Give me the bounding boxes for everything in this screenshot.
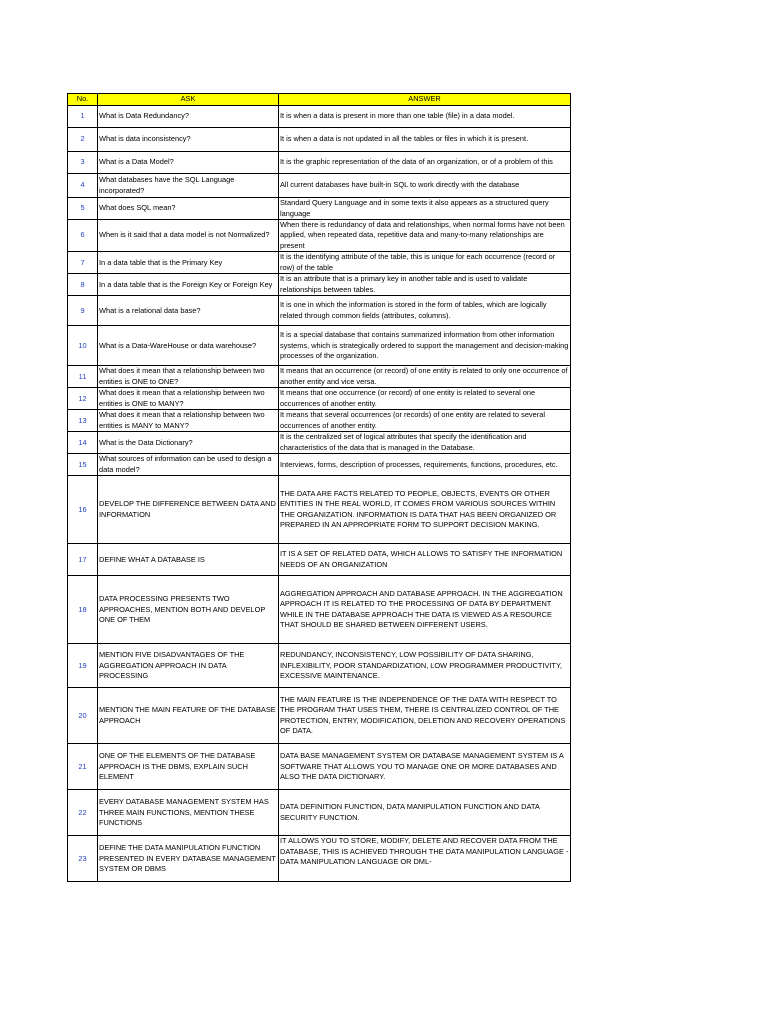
answer-cell: REDUNDANCY, INCONSISTENCY, LOW POSSIBILITY OF DATA SHARING, INFLEXIBILITY, POOR STANDARDIZATION, LOW PROGRAMMER PRODUCTIVITY, EXCESSIVE MAINTENANCE. [279,644,571,688]
answer-cell: It is the centralized set of logical attributes that specify the identification and characteristics of the data that is managed in the Database. [279,432,571,454]
table-row [68,454,571,476]
row-number: 7 [68,252,98,274]
table-row [68,790,571,836]
row-number: 4 [68,174,98,198]
question-cell: What does it mean that a relationship between two entities is MANY to MANY? [98,410,279,432]
table-row [68,388,571,410]
question-cell: DATA PROCESSING PRESENTS TWO APPROACHES, MENTION BOTH AND DEVELOP ONE OF THEM [98,576,279,644]
question-cell: What is Data Redundancy? [98,106,279,128]
row-number: 18 [68,576,98,644]
question-cell: What is a Data Model? [98,152,279,174]
row-number: 23 [68,836,98,882]
question-cell: What is a relational data base? [98,296,279,326]
row-number: 17 [68,544,98,576]
table-row [68,106,571,128]
table-row [68,576,571,644]
table-row [68,198,571,220]
row-number: 1 [68,106,98,128]
table-row [68,644,571,688]
row-number: 22 [68,790,98,836]
question-cell: EVERY DATABASE MANAGEMENT SYSTEM HAS THREE MAIN FUNCTIONS, MENTION THESE FUNCTIONS [98,790,279,836]
answer-cell: All current databases have built-in SQL to work directly with the database [279,174,571,198]
row-number: 19 [68,644,98,688]
question-cell: DEFINE WHAT A DATABASE IS [98,544,279,576]
row-number: 14 [68,432,98,454]
row-number: 13 [68,410,98,432]
table-row [68,274,571,296]
table-row [68,836,571,882]
table-row [68,174,571,198]
answer-cell: It is when a data is not updated in all the tables or files in which it is present. [279,128,571,152]
table-row [68,744,571,790]
question-cell: MENTION FIVE DISADVANTAGES OF THE AGGREGATION APPROACH IN DATA PROCESSING [98,644,279,688]
table-row [68,544,571,576]
table-body [68,106,571,882]
table-row [68,152,571,174]
question-cell: What sources of information can be used to design a data model? [98,454,279,476]
answer-cell: It means that an occurrence (or record) of one entity is related to only one occurrence of another entity and vice versa. [279,366,571,388]
question-cell: MENTION THE MAIN FEATURE OF THE DATABASE APPROACH [98,688,279,744]
answer-cell: IT ALLOWS YOU TO STORE, MODIFY, DELETE AND RECOVER DATA FROM THE DATABASE, THIS IS ACHIEVED THROUGH THE DATA MANIPULATION LANGUAGE -DATA MANIPULATION LANGUAGE OR DML- [279,836,571,882]
table-row [68,476,571,544]
row-number: 15 [68,454,98,476]
header-ask: ASK [98,94,279,106]
row-number: 8 [68,274,98,296]
row-number: 2 [68,128,98,152]
answer-cell: It means that several occurrences (or records) of one entity are related to several occurrences of another entity. [279,410,571,432]
answer-cell: It means that one occurrence (or record) of one entity is related to several one occurrences of another entity. [279,388,571,410]
header-answer: ANSWER [279,94,571,106]
row-number: 3 [68,152,98,174]
answer-cell: DATA DEFINITION FUNCTION, DATA MANIPULATION FUNCTION AND DATA SECURITY FUNCTION. [279,790,571,836]
question-cell: DEVELOP THE DIFFERENCE BETWEEN DATA AND INFORMATION [98,476,279,544]
table-row [68,252,571,274]
answer-cell: It is when a data is present in more than one table (file) in a data model. [279,106,571,128]
answer-cell: THE MAIN FEATURE IS THE INDEPENDENCE OF THE DATA WITH RESPECT TO THE PROGRAM THAT USES THEM, THERE IS CENTRALIZED CONTROL OF THE PROTECTION, ENTRY, MODIFICATION, DELETION AND RECOVERY OPERATIONS OF DATA. [279,688,571,744]
answer-cell: It is one in which the information is stored in the form of tables, which are logically related through common fields (attributes, columns). [279,296,571,326]
table-row [68,326,571,366]
answer-cell: IT IS A SET OF RELATED DATA, WHICH ALLOWS TO SATISFY THE INFORMATION NEEDS OF AN ORGANIZATION [279,544,571,576]
row-number: 10 [68,326,98,366]
row-number: 16 [68,476,98,544]
answer-cell: Interviews, forms, description of processes, requirements, functions, procedures, etc. [279,454,571,476]
table-row [68,410,571,432]
header-no: No. [68,94,98,106]
table-row [68,220,571,252]
question-cell: What is the Data Dictionary? [98,432,279,454]
question-cell: What is data inconsistency? [98,128,279,152]
question-cell: In a data table that is the Primary Key [98,252,279,274]
question-cell: What does SQL mean? [98,198,279,220]
answer-cell: DATA BASE MANAGEMENT SYSTEM OR DATABASE MANAGEMENT SYSTEM IS A SOFTWARE THAT ALLOWS YOU TO MANAGE ONE OR MORE DATABASES AND ALSO THE DATA DICTIONARY. [279,744,571,790]
answer-cell: It is a special database that contains summarized information from other information systems, which is strategically ordered to support the management and decision-making processes of the organization. [279,326,571,366]
question-cell: ONE OF THE ELEMENTS OF THE DATABASE APPROACH IS THE DBMS, EXPLAIN SUCH ELEMENT [98,744,279,790]
answer-cell: It is the identifying attribute of the table, this is unique for each occurrence (record or row) of the table [279,252,571,274]
answer-cell: THE DATA ARE FACTS RELATED TO PEOPLE, OBJECTS, EVENTS OR OTHER ENTITIES IN THE REAL WORLD, IT COMES FROM VARIOUS SOURCES WITHIN THE ORGANIZATION. INFORMATION IS DATA THAT HAS BEEN ORGANIZED OR PREPARED IN AN APPROPRIATE FORM TO SUPPORT DECISION MAKING. [279,476,571,544]
answer-cell: It is the graphic representation of the data of an organization, or of a problem of this [279,152,571,174]
row-number: 5 [68,198,98,220]
qa-table [67,93,571,882]
table-row [68,688,571,744]
row-number: 12 [68,388,98,410]
table-row [68,128,571,152]
row-number: 21 [68,744,98,790]
row-number: 6 [68,220,98,252]
answer-cell: Standard Query Language and in some texts it also appears as a structured query language [279,198,571,220]
question-cell: In a data table that is the Foreign Key or Foreign Key [98,274,279,296]
table-row [68,432,571,454]
table-row [68,366,571,388]
answer-cell: When there is redundancy of data and relationships, when normal forms have not been applied, when repeated data, repetitive data and many-to-many relationships are present [279,220,571,252]
question-cell: What does it mean that a relationship between two entities is ONE to ONE? [98,366,279,388]
question-cell: When is it said that a data model is not Normalized? [98,220,279,252]
row-number: 9 [68,296,98,326]
row-number: 20 [68,688,98,744]
header-row [68,94,571,106]
question-cell: What is a Data-WareHouse or data warehouse? [98,326,279,366]
question-cell: What databases have the SQL Language incorporated? [98,174,279,198]
answer-cell: It is an attribute that is a primary key in another table and is used to validate relationships between tables. [279,274,571,296]
table-row [68,296,571,326]
row-number: 11 [68,366,98,388]
question-cell: DEFINE THE DATA MANIPULATION FUNCTION PRESENTED IN EVERY DATABASE MANAGEMENT SYSTEM OR DBMS [98,836,279,882]
question-cell: What does it mean that a relationship between two entities is ONE to MANY? [98,388,279,410]
answer-cell: AGGREGATION APPROACH AND DATABASE APPROACH. IN THE AGGREGATION APPROACH IT IS RELATED TO THE PROCESSING OF DATA BY DEPARTMENT WHILE IN THE DATABASE APPROACH THE DATA IS VIEWED AS A RESOURCE THAT SHOULD BE SHARED BETWEEN DIFFERENT USERS. [279,576,571,644]
